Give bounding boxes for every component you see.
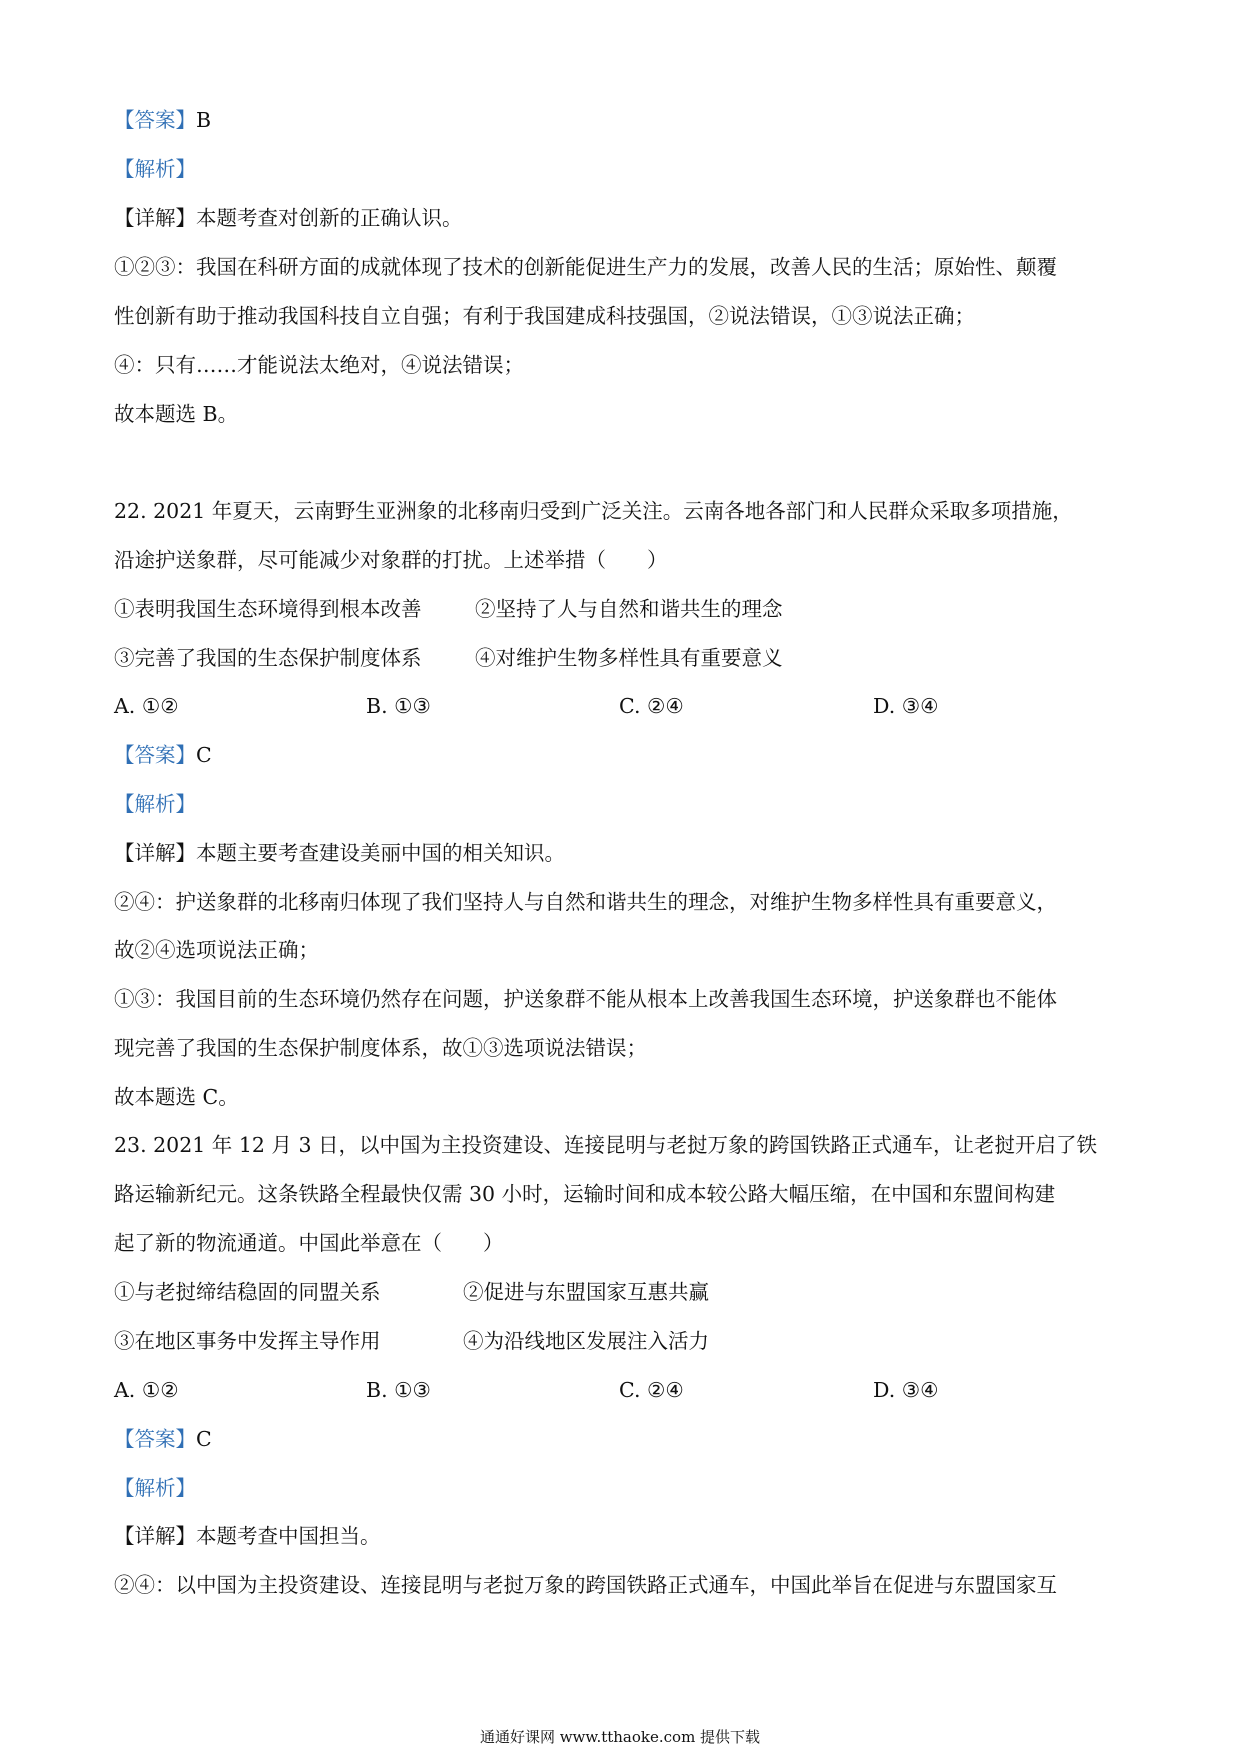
q23-statement: ①与老挝缔结稳固的同盟关系 — [114, 1280, 381, 1304]
answer-value: B — [196, 108, 212, 132]
q21-line: ④：只有……才能说法太绝对，④说法错误； — [114, 353, 524, 377]
q21-analysis-tag: 【解析】 — [114, 157, 196, 181]
q22-statement: ③完善了我国的生态保护制度体系 — [114, 646, 422, 670]
q22-stem: 22. 2021 年夏天，云南野生亚洲象的北移南归受到广泛关注。云南各地各部门和人民群众采取多项措施， — [114, 499, 1073, 523]
q23-stem: 23. 2021 年 12 月 3 日，以中国为主投资建设、连接昆明与老挝万象的跨国铁路正式通车，让老挝开启了铁 — [114, 1133, 1097, 1157]
q23-answer — [114, 1425, 212, 1453]
q22-option-b: B. ①③ — [366, 694, 431, 718]
q22-option-c: C. ②④ — [619, 694, 684, 718]
q22-answer — [114, 741, 212, 769]
q22-line: 现完善了我国的生态保护制度体系，故①③选项说法错误； — [114, 1036, 647, 1060]
q21-detail: 【详解】本题考查对创新的正确认识。 — [114, 206, 463, 230]
q22-line: 故②④选项说法正确； — [114, 938, 319, 962]
q22-line: ①③：我国目前的生态环境仍然存在问题，护送象群不能从根本上改善我国生态环境，护送象群也不能体 — [114, 987, 1057, 1011]
q22-detail: 【详解】本题主要考查建设美丽中国的相关知识。 — [114, 841, 565, 865]
q22-option-d: D. ③④ — [873, 694, 939, 718]
answer-tag: 【答案】 — [114, 1427, 196, 1451]
answer-value: C — [196, 743, 212, 767]
q22-analysis-tag: 【解析】 — [114, 792, 196, 816]
q22-statement: ②坚持了人与自然和谐共生的理念 — [475, 597, 783, 621]
q23-option-d: D. ③④ — [873, 1378, 939, 1402]
q23-option-a: A. ①② — [114, 1378, 179, 1402]
q21-line: ①②③：我国在科研方面的成就体现了技术的创新能促进生产力的发展，改善人民的生活；原始性、颠覆 — [114, 255, 1057, 279]
answer-tag: 【答案】 — [114, 108, 196, 132]
q21-answer — [114, 106, 211, 134]
q22-statement: ①表明我国生态环境得到根本改善 — [114, 597, 422, 621]
q23-detail: 【详解】本题考查中国担当。 — [114, 1524, 381, 1548]
q23-line: ②④：以中国为主投资建设、连接昆明与老挝万象的跨国铁路正式通车，中国此举旨在促进与东盟国家互 — [114, 1573, 1057, 1597]
page-footer: 通通好课网 www.tthaoke.com 提供下载 — [479, 1728, 761, 1746]
q22-line: ②④：护送象群的北移南归体现了我们坚持人与自然和谐共生的理念，对维护生物多样性具有重要意义， — [114, 890, 1057, 914]
q23-analysis-tag: 【解析】 — [114, 1476, 196, 1500]
q23-stem: 路运输新纪元。这条铁路全程最快仅需 30 小时，运输时间和成本较公路大幅压缩，在中国和东盟间构建 — [114, 1182, 1056, 1206]
q23-statement: ②促进与东盟国家互惠共赢 — [463, 1280, 709, 1304]
q22-line: 故本题选 C。 — [114, 1085, 239, 1109]
q23-statement: ③在地区事务中发挥主导作用 — [114, 1329, 381, 1353]
q23-stem: 起了新的物流通道。中国此举意在（ ） — [114, 1231, 504, 1255]
q22-option-a: A. ①② — [114, 694, 179, 718]
q21-line: 性创新有助于推动我国科技自立自强；有利于我国建成科技强国，②说法错误，①③说法正确； — [114, 304, 975, 328]
q22-statement: ④对维护生物多样性具有重要意义 — [475, 646, 783, 670]
q23-statement: ④为沿线地区发展注入活力 — [463, 1329, 709, 1353]
answer-tag: 【答案】 — [114, 743, 196, 767]
q23-option-b: B. ①③ — [366, 1378, 431, 1402]
answer-value: C — [196, 1427, 212, 1451]
q22-stem: 沿途护送象群，尽可能减少对象群的打扰。上述举措（ ） — [114, 548, 668, 572]
q21-line: 故本题选 B。 — [114, 402, 239, 426]
q23-option-c: C. ②④ — [619, 1378, 684, 1402]
